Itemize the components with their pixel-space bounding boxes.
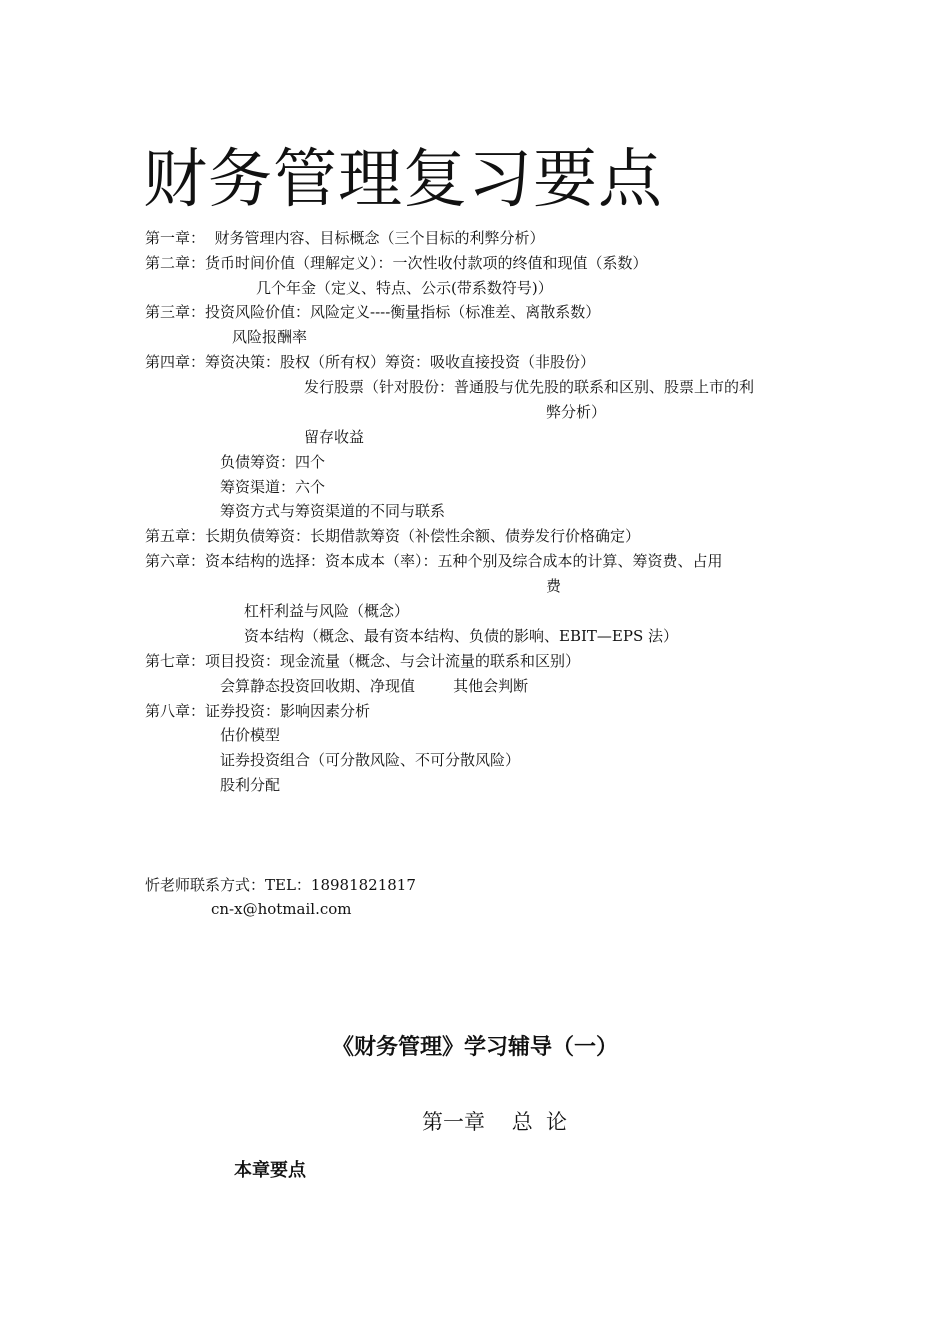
outline-line: 会算静态投资回收期、净现值 其他会判断	[220, 677, 529, 695]
outline-line: 估价模型	[220, 726, 281, 744]
section-title: 本章要点	[234, 1160, 306, 1181]
outline-line: 筹资方式与筹资渠道的不同与联系	[220, 502, 446, 520]
outline-line: 第一章： 财务管理内容、目标概念（三个目标的利弊分析）	[145, 229, 545, 247]
outline-line: 第二章：货币时间价值（理解定义）：一次性收付款项的终值和现值（系数）	[145, 254, 648, 272]
outline-line: 第四章：筹资决策：股权（所有权）筹资：吸收直接投资（非股份）	[145, 353, 596, 371]
outline-line: 第六章：资本结构的选择：资本成本（率）：五种个别及综合成本的计算、筹资费、占用	[145, 552, 723, 570]
outline-line: 杠杆利益与风险（概念）	[244, 602, 410, 620]
outline-line: 股利分配	[220, 776, 281, 794]
guide-title: 《财务管理》学习辅导（一）	[331, 1035, 618, 1060]
outline-line: 留存收益	[304, 428, 365, 446]
outline-line: 负债筹资：四个	[220, 453, 326, 471]
contact-email: cn-x@hotmail.com	[211, 900, 352, 918]
outline-line: 弊分析）	[546, 403, 607, 421]
chapter-title: 第一章 总 论	[422, 1110, 568, 1134]
outline-line: 费	[546, 577, 562, 595]
outline-line: 筹资渠道：六个	[220, 478, 326, 496]
outline-line: 第七章：项目投资：现金流量（概念、与会计流量的联系和区别）	[145, 652, 581, 670]
outline-line: 资本结构（概念、最有资本结构、负债的影响、EBIT—EPS 法）	[244, 627, 678, 645]
outline-line: 风险报酬率	[232, 328, 308, 346]
outline-line: 证券投资组合（可分散风险、不可分散风险）	[220, 751, 521, 769]
document-title: 财务管理复习要点	[143, 143, 663, 217]
outline-line: 第五章：长期负债筹资：长期借款筹资（补偿性余额、债券发行价格确定）	[145, 527, 641, 545]
contact-phone: 忻老师联系方式：TEL：18981821817	[145, 876, 416, 894]
outline-line: 发行股票（针对股份：普通股与优先股的联系和区别、股票上市的利	[304, 378, 755, 396]
outline-line: 几个年金（定义、特点、公示(带系数符号)）	[256, 279, 553, 297]
outline-line: 第八章：证券投资：影响因素分析	[145, 702, 371, 720]
outline-line: 第三章：投资风险价值：风险定义----衡量指标（标准差、离散系数）	[145, 303, 601, 321]
